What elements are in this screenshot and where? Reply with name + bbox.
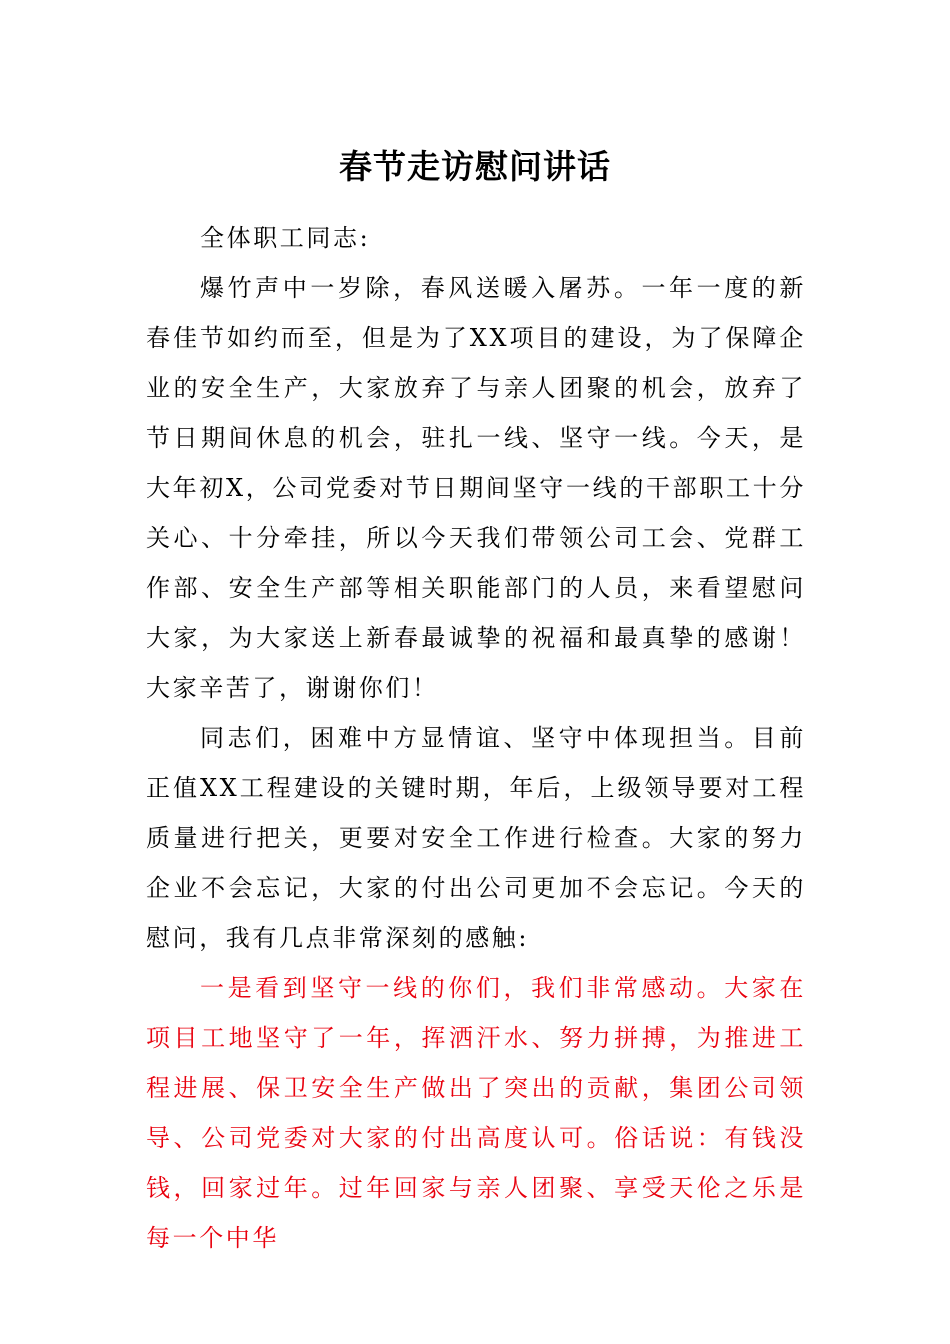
highlighted-point-paragraph: 一是看到坚守一线的你们，我们非常感动。大家在项目工地坚守了一年，挥洒汗水、努力拼搏，为推进工程进展、保卫安全生产做出了突出的贡献，集团公司领导、公司党委对大家的付出高度认可。俗话说：有钱没钱，回家过年。过年回家与亲人团聚、享受天伦之乐是每一个中华 <box>146 974 806 1252</box>
reflection-paragraph: 同志们，困难中方显情谊、坚守中体现担当。目前正值XX工程建设的关键时期，年后，上级领导要对工程质量进行把关，更要对安全工作进行检查。大家的努力企业不会忘记，大家的付出公司更加不会忘记。今天的慰问，我有几点非常深刻的感触: <box>146 724 806 952</box>
document-title: 春节走访慰问讲话 <box>339 147 611 186</box>
opening-paragraph: 爆竹声中一岁除，春风送暖入屠苏。一年一度的新春佳节如约而至，但是为了XX项目的建设，为了保障企业的安全生产，大家放弃了与亲人团聚的机会，放弃了节日期间休息的机会，驻扎一线、坚守一线。今天，是大年初X，公司党委对节日期间坚守一线的干部职工十分关心、十分牵挂，所以今天我们带领公司工会、党群工作部、安全生产部等相关职能部门的人员，来看望慰问大家，为大家送上新春最诚挚的祝福和最真挚的感谢！大家辛苦了，谢谢你们！ <box>146 274 806 702</box>
salutation-paragraph: 全体职工同志: <box>200 224 371 252</box>
document-body <box>146 213 806 1263</box>
